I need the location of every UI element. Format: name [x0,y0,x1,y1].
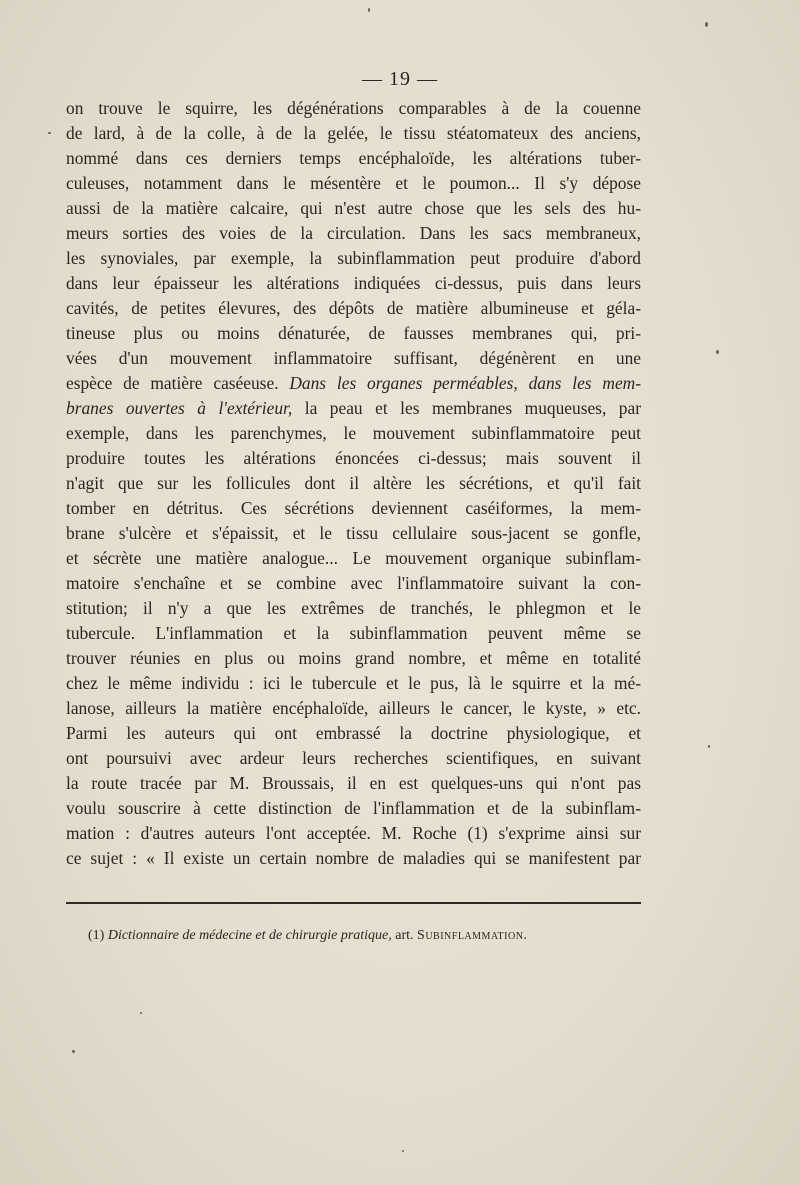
paper-speck [140,1012,142,1014]
text-line: mation : d'autres auteurs l'ont acceptée. M. Roche (1) s'exprime ainsi sur [66,823,641,843]
text-line: et sécrète une matière analogue... Le mouvement organique subinflam- [66,548,641,568]
text-line: exemple, dans les parenchymes, le mouvement subinflammatoire peut [66,423,641,443]
text-line: cavités, de petites élevures, des dépôts de matière albumineuse et géla- [66,298,641,318]
text-line: tubercule. L'inflammation et la subinflammation peuvent même se [66,623,641,643]
text-line: vées d'un mouvement inflammatoire suffisant, dégénèrent en une [66,348,641,368]
footnote-title: Dictionnaire de médecine et de chirurgie pratique, [107,928,392,943]
text-line: stitution; il n'y a que les extrêmes de tranchés, le phlegmon et le [66,598,641,618]
text-line: ce sujet : « Il existe un certain nombre de maladies qui se manifestent par [66,848,641,868]
text-span: la peau et les membranes muqueuses, par [304,398,642,418]
footnote-rule [66,902,641,904]
footnote-article: Subinflammation. [417,928,528,943]
text-line-mixed [66,396,641,421]
text-line: tomber en détritus. Ces sécrétions deviennent caséiformes, la mem- [66,498,641,518]
text-line: la route tracée par M. Broussais, il en est quelques-uns qui n'ont pas [66,773,641,793]
footnote-abbr: art. [395,928,414,943]
page-number: — 19 — [362,68,438,90]
text-line: les synoviales, par exemple, la subinflammation peut produire d'abord [66,248,641,268]
text-line: n'agit que sur les follicules dont il altère les sécrétions, et qu'il fait [66,473,641,493]
paper-speck [716,350,719,354]
text-line: produire toutes les altérations énoncées ci-dessus; mais souvent il [66,448,641,468]
text-span: espèce de matière caséeuse. [66,373,279,393]
text-line: de lard, à de la colle, à de la gelée, le tissu stéatomateux des anciens, [66,123,641,143]
text-line: voulu souscrire à cette distinction de l'inflammation et de la subinflam- [66,798,641,818]
text-line-mixed [66,371,641,396]
text-line: brane s'ulcère et s'épaissit, et le tissu cellulaire sous-jacent se gonfle, [66,523,641,543]
text-line: matoire s'enchaîne et se combine avec l'inflammatoire suivant la con- [66,573,641,593]
italic-phrase: Dans les organes perméables, dans les mem- [289,373,642,393]
italic-phrase: branes ouvertes à l'extérieur, [66,398,293,418]
footnote-marker: (1) [88,928,105,943]
paper-speck [72,1050,75,1053]
text-line: tineuse plus ou moins dénaturée, de fausses membranes qui, pri- [66,323,641,343]
text-line: trouver réunies en plus ou moins grand nombre, et même en totalité [66,648,641,668]
text-line: culeuses, notamment dans le mésentère et le poumon... Il s'y dépose [66,173,641,193]
text-line: meurs sorties des voies de la circulation. Dans les sacs membraneux, [66,223,641,243]
paper-speck [368,8,370,12]
text-line: Parmi les auteurs qui ont embrassé la doctrine physiologique, et [66,723,641,743]
text-line: ont poursuivi avec ardeur leurs recherches scientifiques, en suivant [66,748,641,768]
text-line: chez le même individu : ici le tubercule et le pus, là le squirre et la mé- [66,673,641,693]
paper-speck [705,22,708,27]
paper-speck [708,745,710,748]
text-line: dans leur épaisseur les altérations indiquées ci-dessus, puis dans leurs [66,273,641,293]
paper-speck [402,1150,404,1152]
text-line: nommé dans ces derniers temps encéphaloïde, les altérations tuber- [66,148,641,168]
text-line: on trouve le squirre, les dégénérations comparables à de la couenne [66,98,641,118]
text-line: lanose, ailleurs la matière encéphaloïde, ailleurs le cancer, le kyste, » etc. [66,698,641,718]
paper-speck [48,132,51,134]
footnote [88,926,527,946]
text-line: aussi de la matière calcaire, qui n'est autre chose que les sels des hu- [66,198,641,218]
